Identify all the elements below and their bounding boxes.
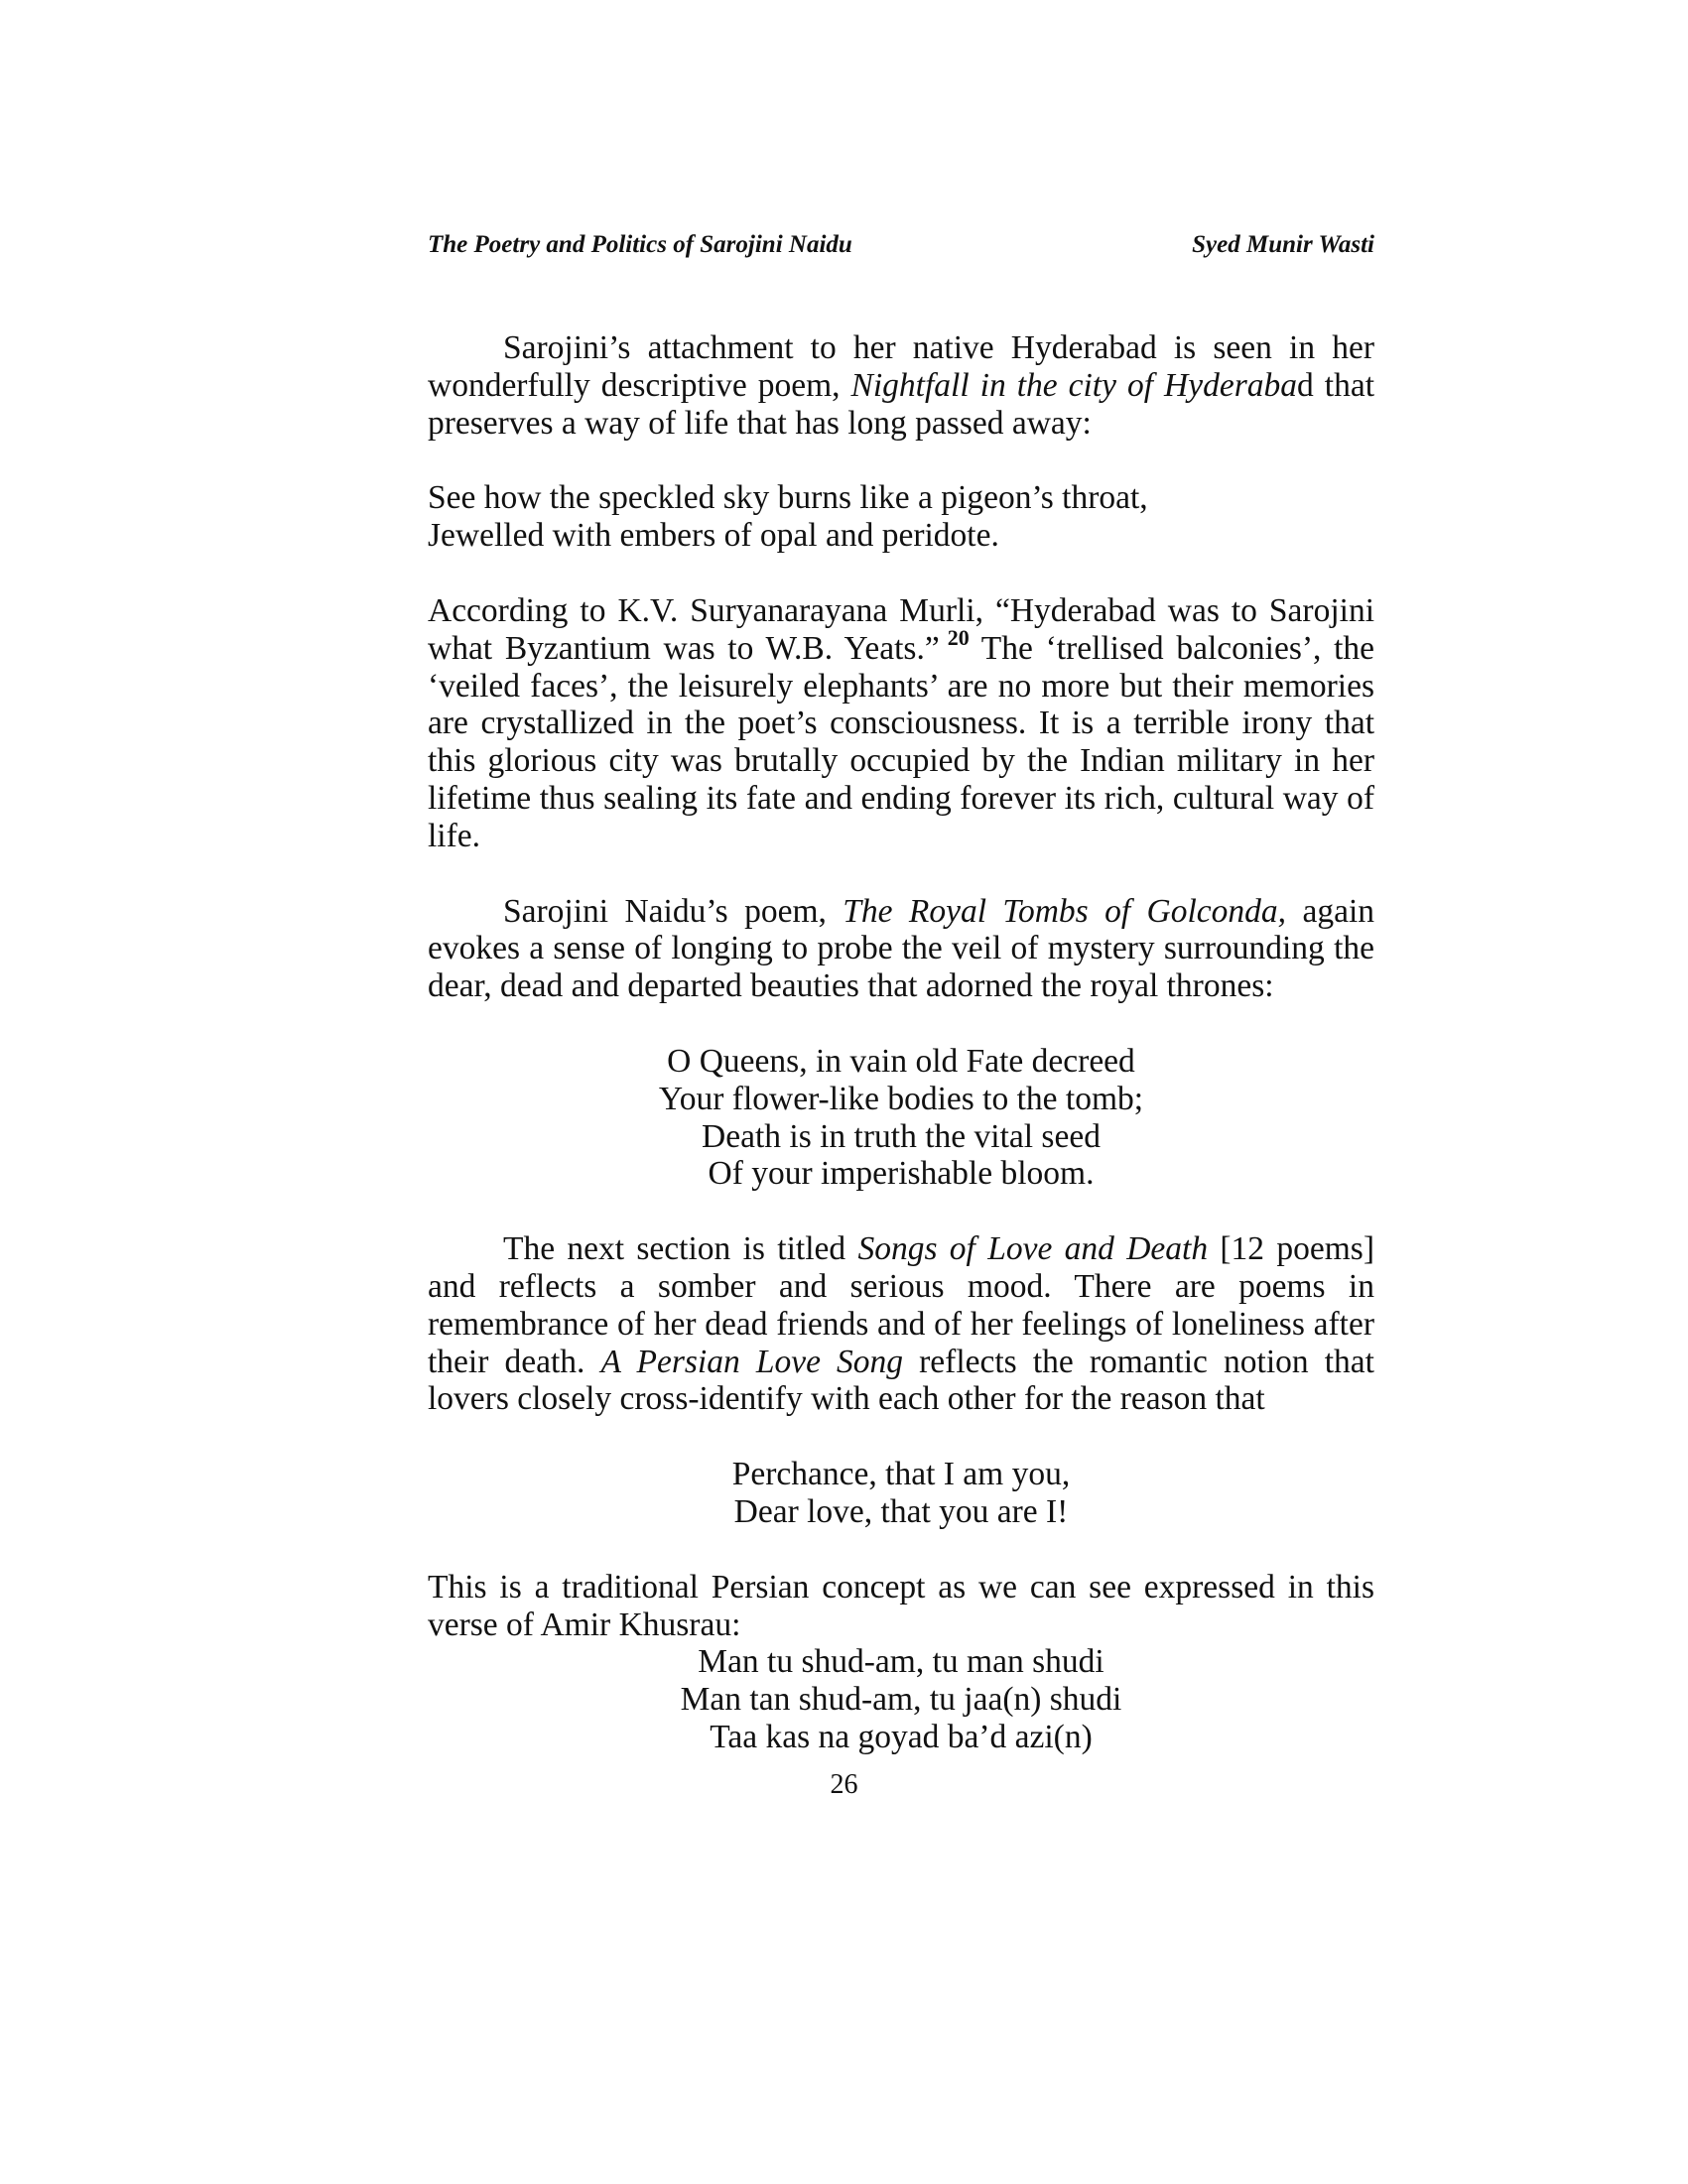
verse-line: Taa kas na goyad ba’d azi(n) [710,1718,1093,1755]
poem-title-nightfall: Nightfall in the city of Hyderaba [850,366,1298,404]
paragraph-golconda [428,893,1374,1005]
verse-line: O Queens, in vain old Fate decreed [667,1042,1135,1080]
paragraph-text: Sarojini Naidu’s poem, [503,892,844,930]
paragraph-text: [12 poems] and reflects a somber and serious mood. There are poems in remembrance of her dead friends and of her feelings of loneliness after their death. [428,1230,1374,1380]
paragraph-text: The next section is titled [503,1230,858,1268]
paragraph-text: reflects the romantic notion that lovers closely cross-identify with each other for the reason that [428,1343,1374,1418]
verse-line: Man tu shud-am, tu man shudi [698,1643,1104,1681]
paragraph-text: that preserves a way of life that has long passed away: [428,366,1374,442]
verse-line: Perchance, that I am you, [731,1456,1071,1493]
header-author: Syed Munir Wasti [1192,231,1374,258]
paragraph-text: d [1297,366,1314,404]
verse-line: Dear love, that you are I! [733,1492,1069,1530]
paragraph-text: Sarojini’s attachment to her native Hyderabad is seen in her wonderfully descriptive poem, [428,329,1374,404]
verse-line: Death is in truth the vital seed [702,1117,1101,1155]
verse-line: Jewelled with embers of opal and peridote. [428,517,999,555]
poem-title-persian-love-song: A Persian Love Song [600,1343,904,1380]
header-book-title: The Poetry and Politics of Sarojini Naidu [428,231,852,258]
paragraph-hyderabad [428,329,1374,442]
paragraph-byzantium [428,592,1374,855]
page-body [428,329,1374,1756]
footnote-marker: 20 [947,624,970,650]
verse-quote-queens [428,1043,1374,1193]
page-number: 26 [830,1769,858,1800]
verse-line: See how the speckled sky burns like a pigeon’s throat, [428,479,1148,517]
running-header [428,230,1374,260]
verse-line: Man tan shud-am, tu jaa(n) shudi [680,1681,1122,1719]
paragraph-text: again evokes a sense of longing to probe the veil of mystery surrounding the dear, dead and departed beauties that adorned the royal thrones: [428,892,1374,1005]
paragraph-love-and-death [428,1230,1374,1418]
paragraph-text: The ‘trellised balconies’, the ‘veiled faces’, the leisurely elephants’ are no more but their memories are crystallized in the poet’s consciousness. It is a terrible irony that this glorious city was brutally occupied by the Indian military in her lifetime thus sealing its fate and ending forever its rich, cultural way of life. [428,629,1375,854]
verse-quote-perchance [428,1456,1374,1531]
section-title-songs: Songs of Love and Death [857,1230,1209,1268]
verse-quote-nightfall [428,479,1374,555]
poem-title-golconda: The Royal Tombs of Golconda, [843,892,1287,930]
verse-line: Your flower-like bodies to the tomb; [658,1080,1144,1117]
verse-quote-khusrau [428,1643,1374,1755]
paragraph-text: According to K.V. Suryanarayana Murli, “Hyderabad was to Sarojini what Byzantium was to W.B. Yeats.” [428,591,1374,667]
verse-line: Of your imperishable bloom. [708,1155,1095,1193]
paragraph-khusrau: This is a traditional Persian concept as we can see expressed in this verse of Amir Khusrau: [428,1568,1374,1643]
